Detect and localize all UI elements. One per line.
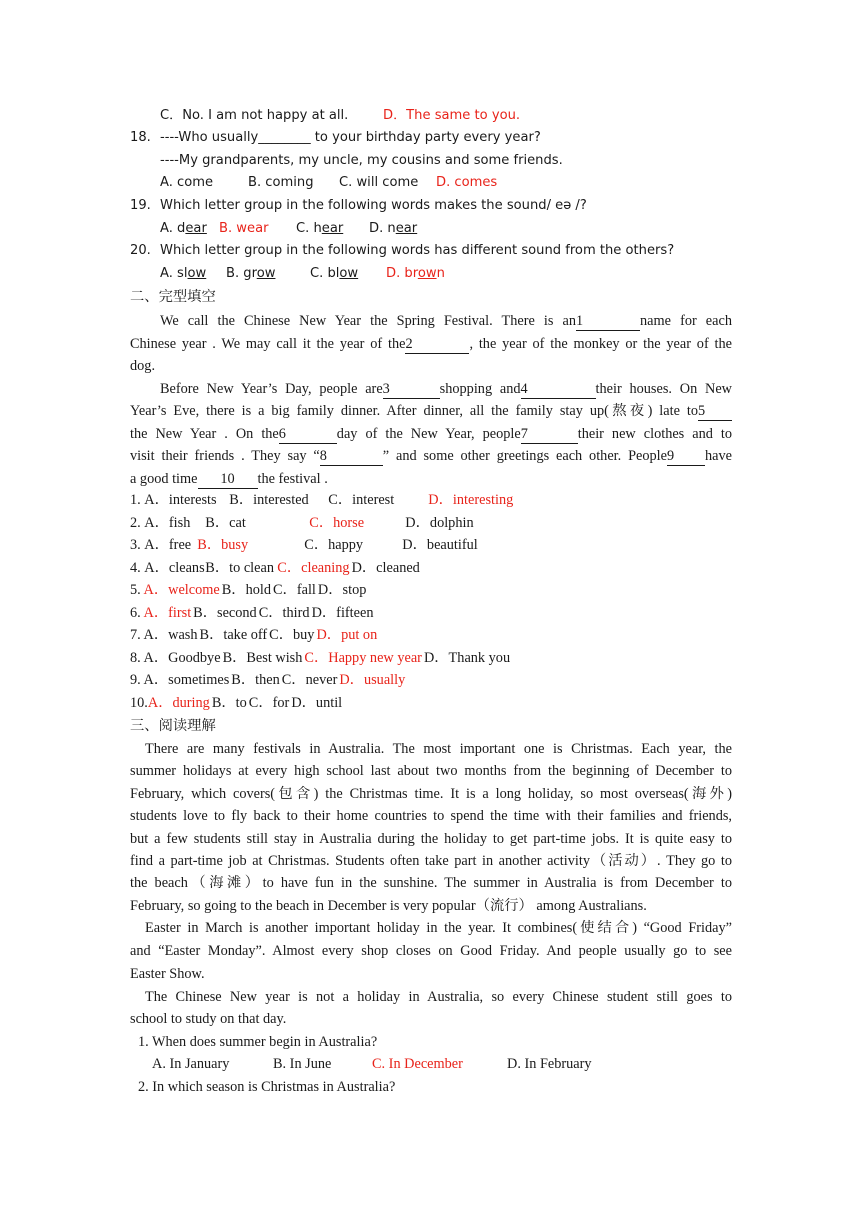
q17-options: [160, 106, 520, 126]
cloze-option-row: [130, 670, 405, 690]
reading-p1-line: February, which covers(包含) the Christmas time. It is a long holiday, so most overseas(海外): [130, 786, 732, 802]
q19-options: [160, 219, 417, 239]
cloze-option-d: D．usually: [339, 672, 406, 688]
reading-q1-option-c: C. In December: [372, 1056, 463, 1072]
cloze-option-b: B．take off: [199, 627, 268, 643]
cloze-option-c: C．fall: [273, 582, 316, 598]
q19-option-d: D. near: [369, 221, 418, 236]
q20-stem-text: Which letter group in the following words has different sound from the others?: [160, 243, 675, 258]
cloze-option-b: B．Best wish: [222, 650, 303, 666]
q20-number: 20.: [130, 243, 151, 258]
reading-p1-line: summer holidays at every high school last about two months from the beginning of December to: [130, 763, 732, 779]
cloze-option-number: 4.: [130, 560, 145, 576]
cloze-p1-line1: We call the Chinese New Year the Spring Festival. There is an1 name for each: [160, 313, 732, 329]
q19-number: 19.: [130, 198, 151, 213]
q18-number: 18.: [130, 130, 151, 145]
cloze-option-a: A．cleans: [144, 560, 205, 576]
cloze-option-d: D．interesting: [428, 492, 514, 508]
q17-option-c: C．No. I am not happy at all.: [160, 108, 349, 123]
reading-p3-line: The Chinese New year is not a holiday in Australia, so every Chinese student still goes to: [145, 989, 732, 1005]
cloze-option-d: D．put on: [316, 627, 378, 643]
cloze-option-number: 10.: [130, 695, 148, 711]
cloze-blank-6: 6: [279, 426, 337, 444]
cloze-option-d: D．cleaned: [351, 560, 420, 576]
reading-p2-line: and “Easter Monday”. Almost every shop closes on Good Friday. And people usually go to see: [130, 943, 732, 959]
cloze-option-a: A．first: [143, 605, 192, 621]
reading-p1-line: February, so going to the beach in December is very popular（流行） among Australians.: [130, 898, 647, 914]
cloze-p2-line4: visit their friends . They say “8 ” and some other greetings each other. People9 have: [130, 448, 732, 464]
cloze-option-d: D．dolphin: [405, 515, 474, 531]
q18-option-b: B. coming: [248, 175, 314, 190]
cloze-option-d: D．fifteen: [311, 605, 374, 621]
cloze-option-number: 1.: [130, 492, 145, 508]
q20-option-d: D. brown: [386, 266, 445, 281]
q18-blank: ________: [258, 130, 311, 145]
cloze-option-b: B．interested: [229, 492, 309, 508]
cloze-option-a: A．during: [147, 695, 210, 711]
reading-q1-option-d: D. In February: [507, 1056, 592, 1072]
cloze-option-number: 8.: [130, 650, 144, 666]
cloze-option-c: C．third: [258, 605, 310, 621]
q18-options: [160, 173, 497, 193]
cloze-option-c: C．for: [248, 695, 290, 711]
reading-p1-line: the beach（海滩）to have fun in the sunshine. The summer in Australia is from December to: [130, 875, 732, 891]
cloze-blank-9: 9: [667, 448, 705, 466]
cloze-option-number: 9.: [130, 672, 144, 688]
cloze-option-d: D．Thank you: [423, 650, 511, 666]
q20-stem: [130, 241, 674, 261]
cloze-option-b: B．then: [231, 672, 280, 688]
cloze-p1-line2: Chinese year . We may call it the year of the2 , the year of the monkey or the year of the: [130, 336, 732, 352]
cloze-option-c: C．cleaning: [277, 560, 350, 576]
cloze-option-d: D．stop: [317, 582, 367, 598]
q18-stem: [130, 128, 541, 148]
cloze-option-a: A．welcome: [143, 582, 220, 598]
cloze-option-row: [130, 603, 374, 623]
reading-q1-options: [152, 1054, 592, 1074]
cloze-option-c: C．never: [281, 672, 338, 688]
q20-option-b: B. grow: [226, 266, 276, 281]
reading-p3-line: school to study on that day.: [130, 1011, 287, 1027]
cloze-option-a: A．wash: [143, 627, 198, 643]
reading-p2-line: Easter in March is another important holiday in the year. It combines(使结合) “Good Friday”: [145, 920, 732, 936]
cloze-option-row: [130, 625, 377, 645]
cloze-blank-5: 5: [698, 403, 732, 421]
cloze-option-a: A．Goodbye: [143, 650, 221, 666]
q19-option-c: C. hear: [296, 221, 344, 236]
cloze-option-c: C．horse: [309, 515, 365, 531]
cloze-option-b: B．to clean: [205, 560, 274, 576]
cloze-blank-10: 10: [198, 471, 258, 489]
cloze-option-number: 6.: [130, 605, 144, 621]
reading-heading: 三、阅读理解: [130, 718, 216, 734]
cloze-blank-8: 8: [320, 448, 383, 466]
cloze-option-row: [130, 648, 510, 668]
q18-option-c: C. will come: [339, 175, 419, 190]
cloze-p2-line2: Year’s Eve, there is a big family dinner. After dinner, all the family stay up(熬夜) late to5: [130, 401, 732, 421]
cloze-option-c: C．Happy new year: [304, 650, 422, 666]
cloze-heading: 二、完型填空: [130, 289, 216, 305]
cloze-option-row: [130, 535, 478, 555]
cloze-p1-line3: dog.: [130, 358, 156, 374]
q17-option-d: D．The same to you.: [383, 108, 521, 123]
cloze-option-row: [130, 490, 513, 510]
cloze-option-a: A．fish: [144, 515, 191, 531]
cloze-option-a: A．free: [144, 537, 192, 553]
cloze-blank-3: 3: [383, 381, 440, 399]
cloze-p2-line5: a good time 10 the festival .: [130, 471, 328, 487]
cloze-option-c: C．buy: [269, 627, 315, 643]
cloze-p2-line3: the New Year . On the6 day of the New Year, people7 their new clothes and to: [130, 426, 733, 442]
cloze-option-b: B．to: [211, 695, 247, 711]
q19-stem-text: Which letter group in the following words makes the sound/ eə /?: [160, 198, 587, 213]
cloze-blank-4: 4: [521, 381, 596, 399]
cloze-blank-1: 1: [576, 313, 640, 331]
cloze-option-c: C．interest: [328, 492, 395, 508]
q18-option-d: D. comes: [436, 175, 498, 190]
q19-option-a: A. dear: [160, 221, 207, 236]
q18-stem-a: ----Who usually: [160, 130, 259, 145]
reading-p1-line: but a few students still stay in Australia during the holiday to get part-time jobs. It is quite easy to: [130, 831, 732, 847]
cloze-option-b: B．busy: [197, 537, 249, 553]
cloze-option-a: A．sometimes: [143, 672, 230, 688]
q20-options: [160, 264, 445, 284]
reading-p2-line: Easter Show.: [130, 966, 205, 982]
cloze-blank-2: 2: [405, 336, 469, 354]
cloze-option-a: A．interests: [144, 492, 217, 508]
q19-stem: [130, 196, 587, 216]
cloze-option-b: B．hold: [221, 582, 272, 598]
reading-q1-option-a: A. In January: [152, 1056, 230, 1072]
q20-option-a: A. slow: [160, 266, 207, 281]
cloze-option-number: 5.: [130, 582, 144, 598]
cloze-option-d: D．until: [291, 695, 343, 711]
cloze-option-row: [130, 513, 474, 533]
cloze-option-c: C．happy: [304, 537, 364, 553]
reading-p1-line: find a part-time job at Christmas. Students often take part in another activity（活动）. They go to: [130, 853, 732, 869]
cloze-p2-line1: Before New Year’s Day, people are3 shopping and4 their houses. On New: [160, 381, 732, 397]
q18-stem-b: to your birthday party every year?: [310, 130, 541, 145]
cloze-option-number: 2.: [130, 515, 145, 531]
reading-q1-stem: 1. When does summer begin in Australia?: [138, 1034, 378, 1050]
cloze-option-number: 3.: [130, 537, 145, 553]
q20-option-c: C. blow: [310, 266, 359, 281]
cloze-option-row: [130, 558, 420, 578]
cloze-option-b: B．cat: [205, 515, 246, 531]
cloze-option-b: B．second: [193, 605, 257, 621]
cloze-option-number: 7.: [130, 627, 144, 643]
reading-p1-line: students love to fly back to their home countries to spend the time with their families and friends,: [130, 808, 732, 824]
reading-q2-stem: 2. In which season is Christmas in Australia?: [138, 1079, 396, 1095]
q19-option-b: B. wear: [219, 221, 269, 236]
cloze-option-row: [130, 693, 342, 713]
q18-option-a: A. come: [160, 175, 214, 190]
cloze-blank-7: 7: [521, 426, 578, 444]
cloze-option-d: D．beautiful: [402, 537, 478, 553]
cloze-option-row: [130, 580, 366, 600]
reading-p1-line: There are many festivals in Australia. The most important one is Christmas. Each year, the: [145, 741, 732, 757]
q18-answer-line: ----My grandparents, my uncle, my cousins and some friends.: [160, 153, 563, 168]
reading-q1-option-b: B. In June: [273, 1056, 332, 1072]
